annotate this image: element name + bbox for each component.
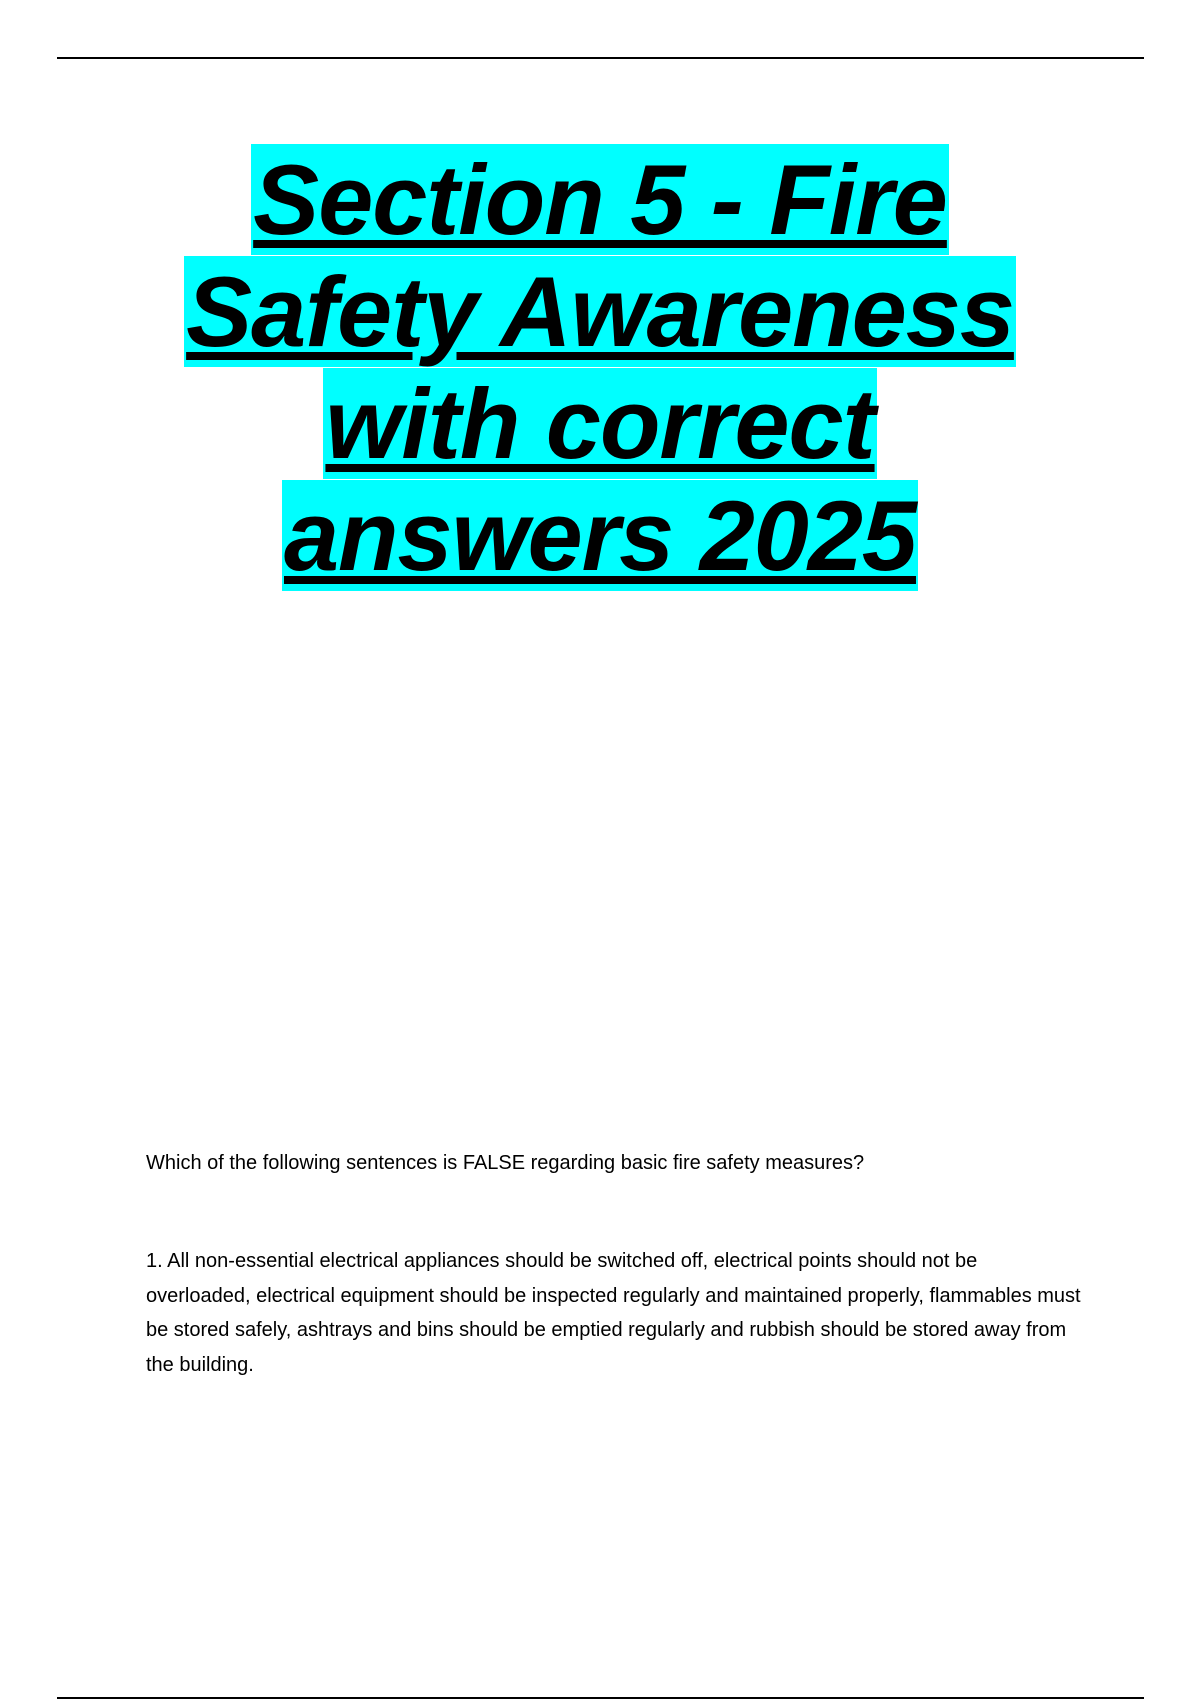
header-rule <box>57 57 1144 59</box>
title-line-2: Safety Awareness <box>186 256 1014 367</box>
title-line-3: with correct <box>325 368 875 479</box>
title-line-1: Section 5 - Fire <box>253 144 947 255</box>
answer-option-1: 1. All non-essential electrical appliances should be switched off, electrical points should not be overloaded, electrical equipment should be inspected regularly and maintained properly, flammables must be stored safely, ashtrays and bins should be emptied regularly and rubbish should be stored away from the building. <box>146 1250 1081 1376</box>
footer-rule <box>57 1697 1144 1699</box>
question-text: Which of the following sentences is FALSE regarding basic fire safety measures? <box>146 1152 865 1174</box>
title-line-4: answers 2025 <box>284 480 916 591</box>
document-title <box>0 144 1200 592</box>
